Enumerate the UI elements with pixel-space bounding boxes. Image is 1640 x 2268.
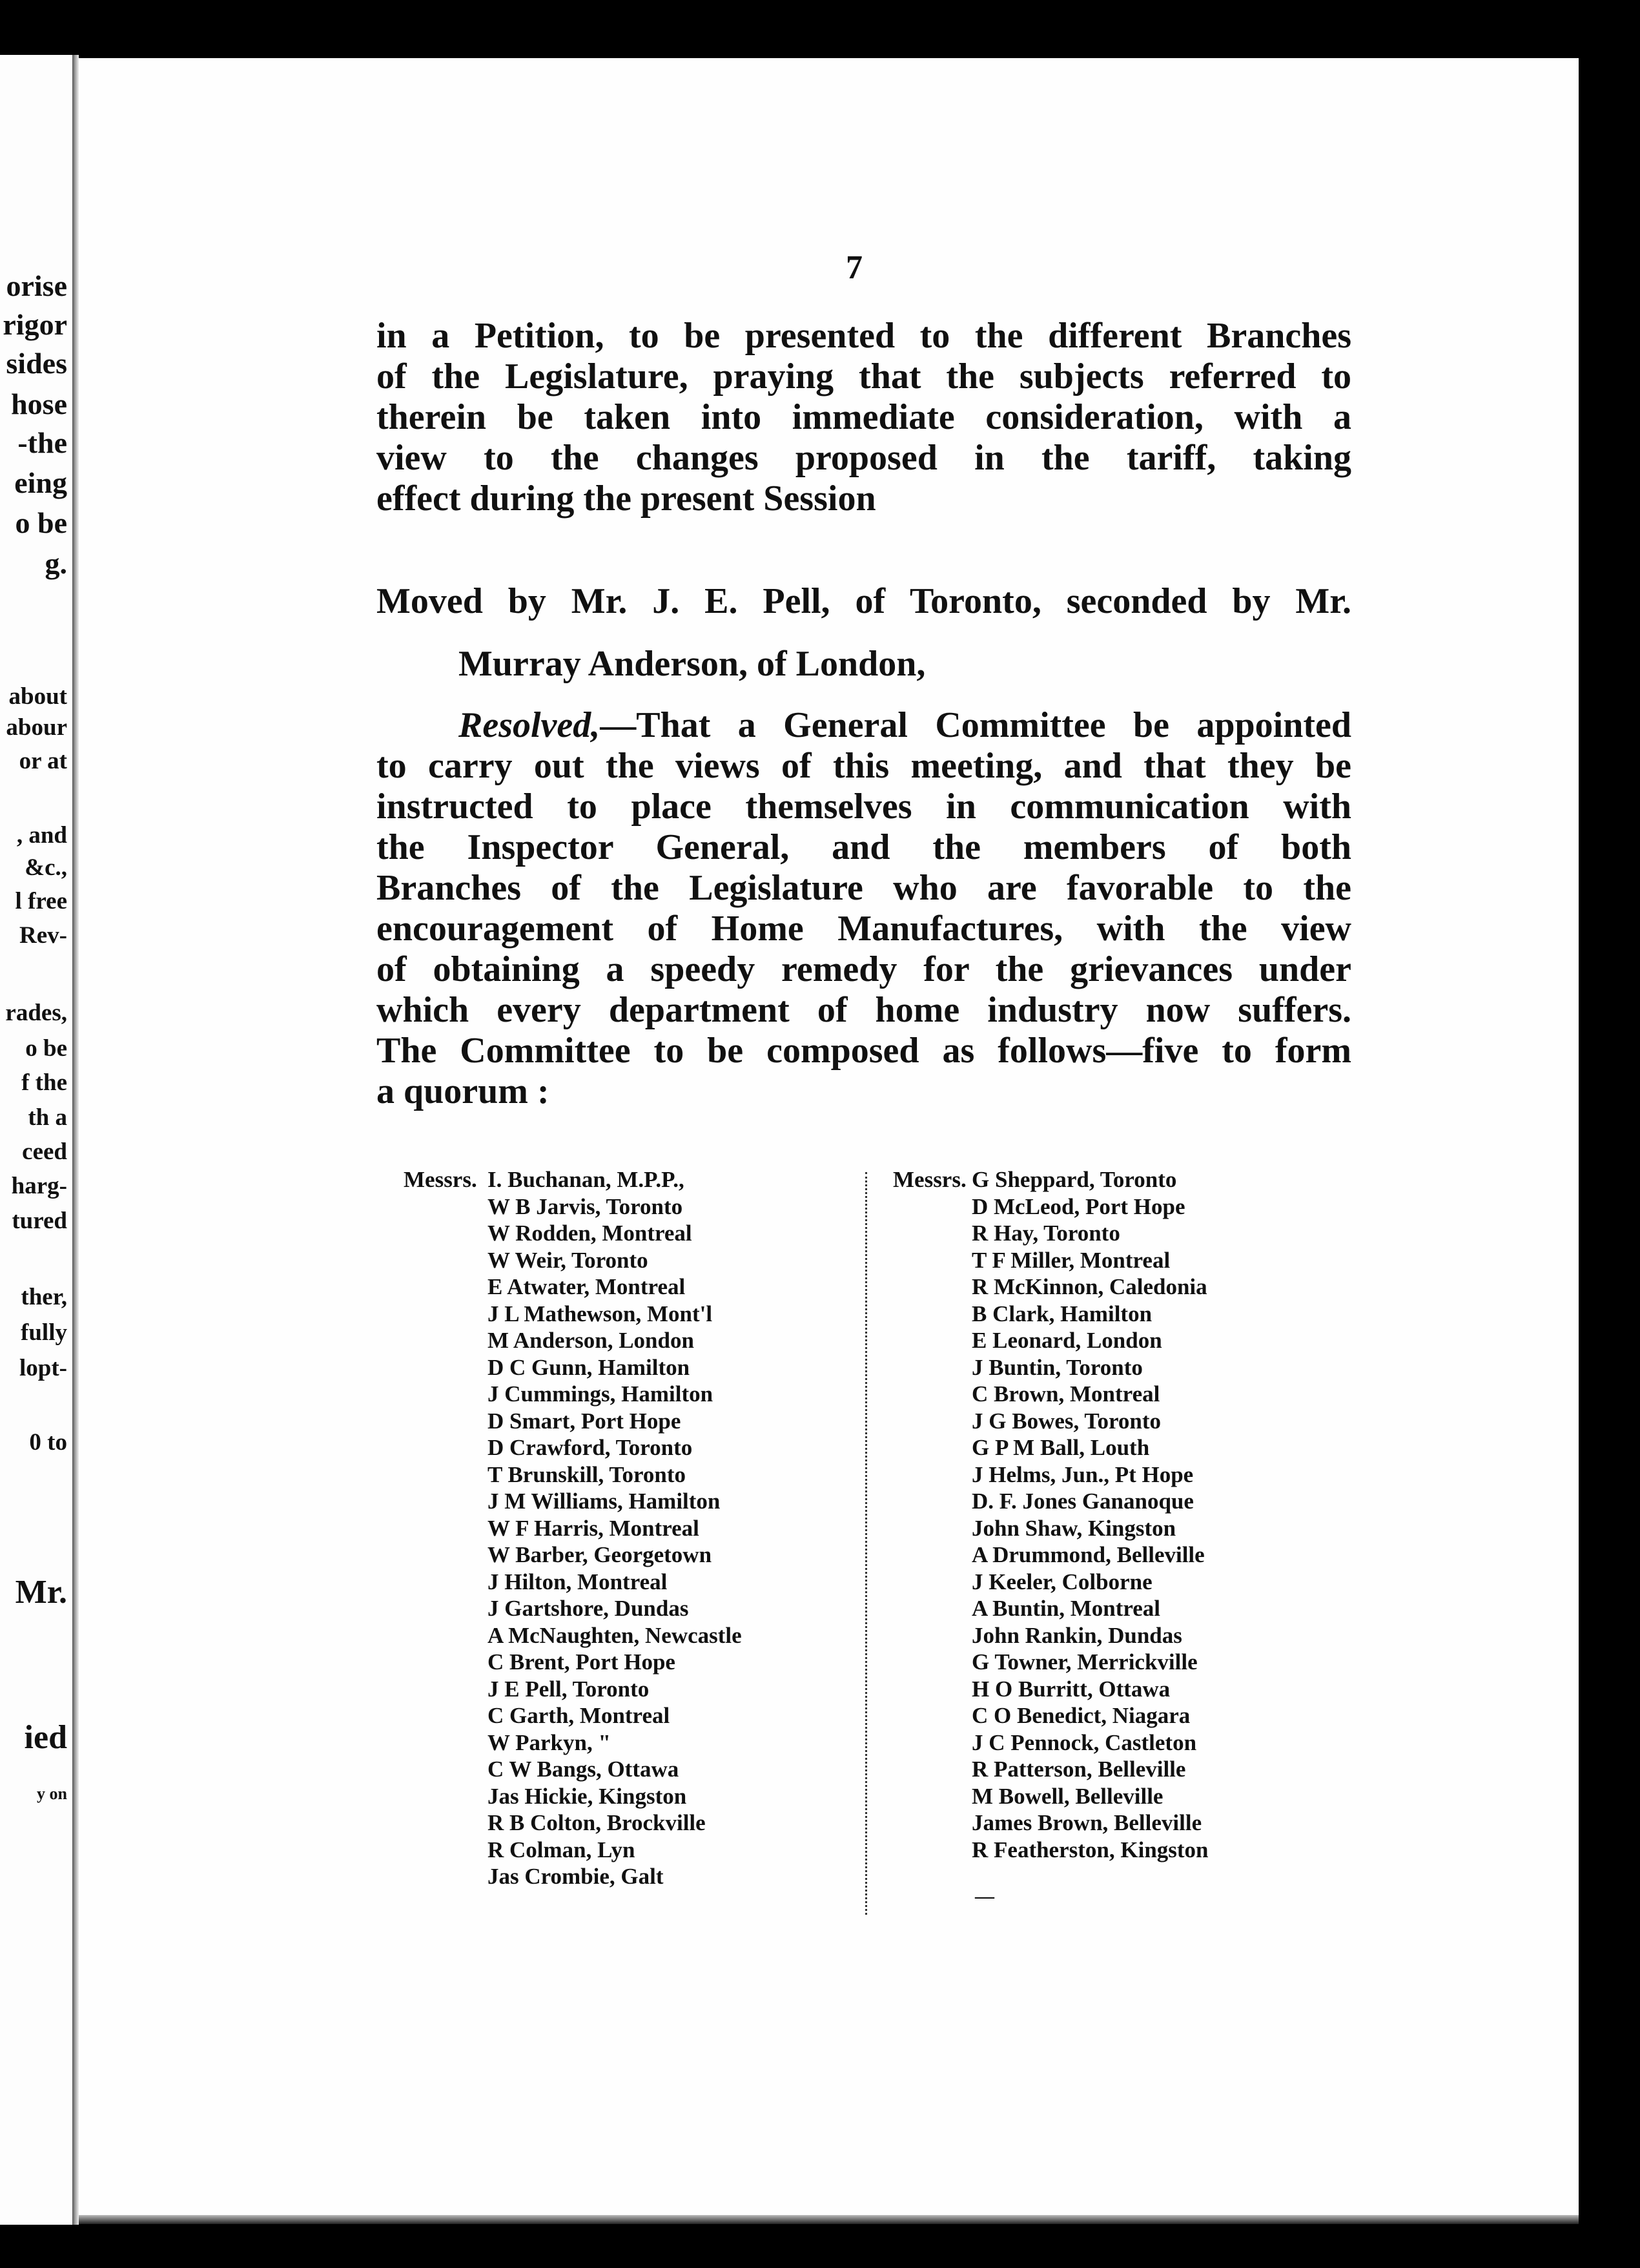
resolution-line: which every department of home industry now suffers. (376, 990, 1351, 1030)
tail-mark: — (975, 1886, 994, 1907)
committee-member: D McLeod, Port Hope (972, 1193, 1185, 1219)
committee-member: W F Harris, Montreal (487, 1515, 699, 1541)
committee-member: John Shaw, Kingston (972, 1515, 1176, 1541)
committee-member: T Brunskill, Toronto (487, 1461, 686, 1487)
committee-column-left (404, 1166, 817, 1941)
committee-member: G Sheppard, Toronto (972, 1167, 1177, 1192)
committee-member: M Bowell, Belleville (972, 1783, 1163, 1809)
committee-member: J Cummings, Hamilton (487, 1381, 713, 1407)
facing-page-fragment: l free (15, 888, 67, 914)
committee-member: W B Jarvis, Toronto (487, 1193, 683, 1219)
facing-page-fragment: f the (21, 1069, 67, 1096)
committee-member: C W Bangs, Ottawa (487, 1757, 679, 1782)
resolution-line: Branches of the Legislature who are favorable to the (376, 868, 1351, 908)
facing-page-fragment: g. (45, 547, 67, 580)
committee-member: G Towner, Merrickville (972, 1649, 1198, 1675)
committee-member: W Rodden, Montreal (487, 1221, 692, 1246)
committee-member: Jas Hickie, Kingston (487, 1783, 687, 1809)
motion-line: Moved by Mr. J. E. Pell, of Toronto, seconded by Mr. (376, 581, 1351, 621)
motion-line-seconder: Murray Anderson, of London, (458, 644, 926, 684)
committee-member: D. F. Jones Gananoque (972, 1489, 1194, 1514)
committee-member: A Drummond, Belleville (972, 1542, 1205, 1567)
facing-page-fragment: lopt- (19, 1355, 67, 1381)
page-number: 7 (846, 249, 863, 286)
committee-member: R Patterson, Belleville (972, 1757, 1186, 1782)
committee-member: C Brent, Port Hope (487, 1649, 675, 1675)
facing-page-fragment: harg- (11, 1173, 67, 1199)
facing-page-fragment: 0 to (29, 1429, 67, 1456)
petition-line: of the Legislature, praying that the subjects referred to (376, 356, 1351, 397)
facing-page-fragment: about (8, 683, 67, 710)
facing-page-fragment: &c., (25, 854, 67, 881)
committee-member: W Parkyn, " (487, 1729, 611, 1755)
resolution-line: The Committee to be composed as follows—five to form (376, 1031, 1351, 1071)
petition-line: effect during the present Session (376, 479, 876, 519)
facing-page-fragment: ther, (21, 1284, 67, 1310)
facing-page-fragment: y on (37, 1784, 67, 1803)
facing-page-fragment: or at (19, 748, 67, 774)
facing-page-fragment: th a (28, 1104, 67, 1131)
committee-member: J Helms, Jun., Pt Hope (972, 1461, 1194, 1487)
committee-member: E Leonard, London (972, 1328, 1162, 1353)
petition-line: view to the changes proposed in the tariff, taking (376, 438, 1351, 478)
committee-member: I. Buchanan, M.P.P., (487, 1167, 684, 1192)
committee-member: J C Pennock, Castleton (972, 1729, 1197, 1755)
facing-page-fragment: o be (25, 1035, 67, 1062)
petition-line: in a Petition, to be presented to the different Branches (376, 316, 1351, 356)
committee-member: J E Pell, Toronto (487, 1676, 650, 1702)
messrs-label: Messrs. (893, 1167, 967, 1192)
committee-column-right (893, 1166, 1345, 1909)
committee-member: R Hay, Toronto (972, 1221, 1120, 1246)
committee-member: R Colman, Lyn (487, 1837, 635, 1862)
resolution-line: instructed to place themselves in communication with (376, 787, 1351, 827)
facing-page-fragment: orise (6, 269, 67, 302)
committee-member: W Weir, Toronto (487, 1247, 648, 1273)
committee-member: D Smart, Port Hope (487, 1408, 681, 1434)
left-facing-page (0, 55, 72, 2225)
committee-member: C Garth, Montreal (487, 1703, 670, 1728)
committee-list-left (487, 1166, 742, 1890)
committee-member: J Hilton, Montreal (487, 1569, 668, 1594)
committee-member: R Featherston, Kingston (972, 1837, 1209, 1862)
committee-member: Jas Crombie, Galt (487, 1864, 664, 1889)
committee-member: W Barber, Georgetown (487, 1542, 712, 1567)
page-bottom-shadow (79, 2215, 1579, 2224)
facing-page-fragment: rigor (3, 308, 67, 341)
facing-page-fragment: o be (15, 506, 67, 539)
facing-page-fragment: tured (12, 1208, 67, 1234)
facing-page-fragment: Mr. (15, 1574, 67, 1611)
facing-page-fragment: eing (14, 466, 67, 499)
facing-page-fragment: abour (6, 714, 67, 741)
messrs-label: Messrs. (404, 1167, 477, 1192)
committee-member: D C Gunn, Hamilton (487, 1354, 690, 1380)
committee-member: J M Williams, Hamilton (487, 1489, 721, 1514)
committee-member: J Buntin, Toronto (972, 1354, 1143, 1380)
committee-member: R B Colton, Brockville (487, 1810, 706, 1835)
resolution-line: of obtaining a speedy remedy for the grievances under (376, 949, 1351, 989)
resolution-line: encouragement of Home Manufactures, with the view (376, 909, 1351, 949)
committee-member: J G Bowes, Toronto (972, 1408, 1162, 1434)
facing-page-fragment: hose (11, 387, 67, 420)
resolution-line: the Inspector General, and the members of both (376, 827, 1351, 867)
facing-page-fragment: Rev- (19, 922, 67, 949)
committee-member: A Buntin, Montreal (972, 1596, 1161, 1621)
committee-member: T F Miller, Montreal (972, 1247, 1171, 1273)
committee-member: R McKinnon, Caledonia (972, 1274, 1207, 1299)
committee-member: G P M Ball, Louth (972, 1435, 1150, 1460)
committee-member: J L Mathewson, Mont'l (487, 1301, 713, 1326)
resolution-line: a quorum : (376, 1071, 549, 1111)
committee-member: E Atwater, Montreal (487, 1274, 686, 1299)
committee-member: J Gartshore, Dundas (487, 1596, 689, 1621)
facing-page-fragment: , and (16, 822, 67, 849)
facing-page-fragment: -the (17, 426, 67, 459)
facing-page-fragment: ied (24, 1719, 67, 1756)
resolution-line-first (458, 707, 1351, 743)
committee-member: J Keeler, Colborne (972, 1569, 1153, 1594)
committee-member: John Rankin, Dundas (972, 1622, 1182, 1648)
committee-member: C Brown, Montreal (972, 1381, 1160, 1407)
petition-line: therein be taken into immediate consideration, with a (376, 397, 1351, 437)
committee-member: A McNaughten, Newcastle (487, 1622, 742, 1648)
column-divider (865, 1172, 869, 1915)
facing-page-fragment: rades, (5, 1000, 67, 1026)
facing-page-fragment: fully (21, 1319, 67, 1346)
committee-member: B Clark, Hamilton (972, 1301, 1153, 1326)
book-gutter (72, 55, 79, 2225)
resolved-word: Resolved, (458, 705, 600, 745)
facing-page-fragment: sides (6, 347, 67, 380)
committee-member: M Anderson, London (487, 1328, 694, 1353)
committee-list-right (972, 1166, 1209, 1863)
facing-page-fragment: ceed (22, 1139, 67, 1165)
resolution-text: —That a General Committee be appointed (600, 705, 1351, 745)
resolution-line: to carry out the views of this meeting, and that they be (376, 746, 1351, 786)
committee-member: H O Burritt, Ottawa (972, 1676, 1171, 1702)
committee-member: D Crawford, Toronto (487, 1435, 693, 1460)
committee-member: C O Benedict, Niagara (972, 1703, 1191, 1728)
committee-member: James Brown, Belleville (972, 1810, 1202, 1835)
